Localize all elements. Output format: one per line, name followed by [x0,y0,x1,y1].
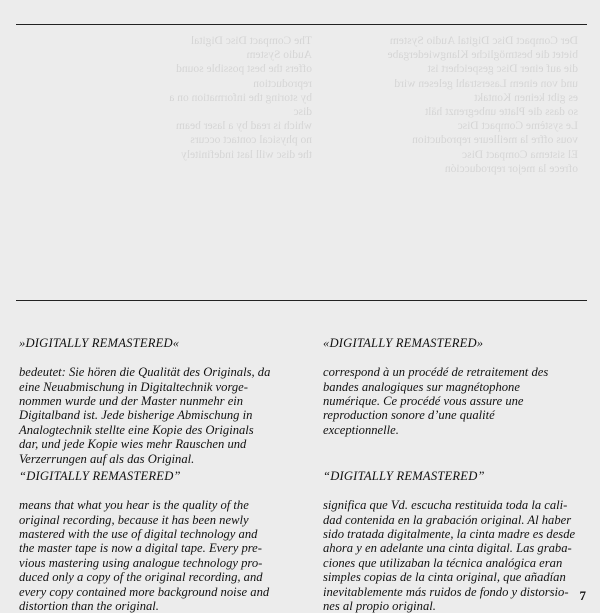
french-body: correspond à un procédé de retraitement des bandes analogiques sur magnétophone numérique. Ce procédé vous assure une reproduction sonore d’une qualité exceptionnelle. [323,365,549,437]
spanish-heading: “DIGITALLY REMASTERED” [323,469,485,484]
french-heading: «DIGITALLY REMASTERED» [323,336,484,351]
german-body: bedeutet: Sie hören die Qualität des Originals, da eine Neuabmischung in Digitaltechnik vorge- nommen wurde und der Master nunmehr ein Digitalband ist. Jede bisherige Abmischung in Analogtechnik stellte eine Kopie des Originals dar, und jede Kopie wies mehr Rauschen und Verzerrungen auf als das Original. [19,365,271,466]
page-number: 7 [579,588,586,603]
german-section [19,322,309,466]
french-section [323,322,588,437]
top-rule [16,24,587,25]
spanish-body: significa que Vd. escucha restituida toda la cali- dad contenida en la grabación original. Al haber sido tratada digitalmente, la cinta madre es desde ahora y en adelante una cinta digital. Las graba- ciones que utilizaban la técnica analógica eran simples copias de la cinta original, que añadían inevitablemente más ruidos de fondo y distorsio- nes al propio original. [323,498,576,613]
english-section [19,455,309,613]
reverse-side-text-right: Der Compact Disc Digital Audio System bietet die bestmögliche Klangwiedergabe die auf einer Disc gespeichert ist und von einem Laserstrahl gelesen wird es gibt keinen Kontakt so dass die Platte unbegrenzt hält Le système Compact Disc vous offre la meilleure reproduction El sistema Compact Disc ofrece la mejor reproducción [387,35,578,175]
middle-rule [16,300,587,301]
english-heading: “DIGITALLY REMASTERED” [19,469,181,484]
english-body: means that what you hear is the quality of the original recording, because it has been newly mastered with the use of digital technology and the master tape is now a digital tape. Every pre- vious mastering using analogue technology pro- duced only a copy of the original recording, and every copy contained more background noise and distortion than the original. [19,498,270,613]
german-heading: »DIGITALLY REMASTERED« [19,336,180,351]
spanish-section [323,455,588,613]
reverse-side-text-left: The Compact Disc Digital Audio System offers the best possible sound reproduction by storing the information on a disc which is read by a laser beam no physical contact occurs the disc will last indefinitely [169,35,312,161]
